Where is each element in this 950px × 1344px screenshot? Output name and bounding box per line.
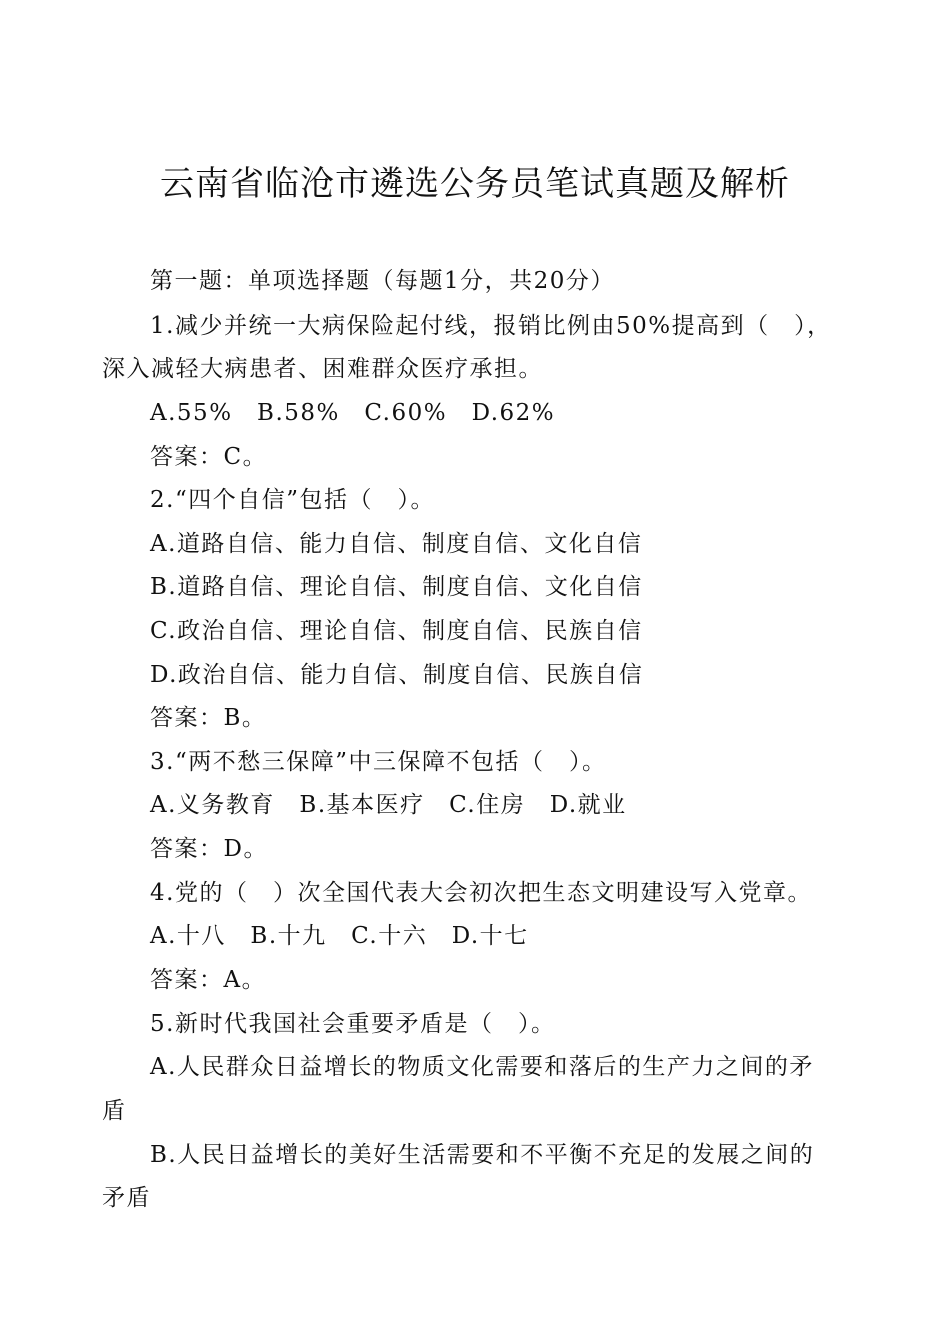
q5-option-a-line2: 盾 (102, 1098, 127, 1124)
section-heading: 第一题：单项选择题（每题1分，共20分） (150, 268, 615, 294)
q1-options: A.55% B.58% C.60% D.62% (150, 400, 556, 426)
q1-stem-line2: 深入减轻大病患者、困难群众医疗承担。 (102, 356, 543, 382)
q1-answer: 答案：C。 (150, 444, 268, 470)
q2-stem: 2.“四个自信”包括（ ）。 (150, 487, 435, 513)
q2-option-c: C.政治自信、理论自信、制度自信、民族自信 (150, 618, 643, 644)
q3-options: A.义务教育 B.基本医疗 C.住房 D.就业 (150, 792, 627, 818)
q5-stem: 5.新时代我国社会重要矛盾是（ ）。 (150, 1011, 556, 1037)
q4-stem: 4.党的（ ）次全国代表大会初次把生态文明建设写入党章。 (150, 880, 812, 906)
q2-option-d: D.政治自信、能力自信、制度自信、民族自信 (150, 662, 644, 688)
q5-option-a-line1: A.人民群众日益增长的物质文化需要和落后的生产力之间的矛 (150, 1054, 814, 1080)
q5-option-b-line1: B.人民日益增长的美好生活需要和不平衡不充足的发展之间的 (150, 1142, 815, 1168)
q2-answer: 答案：B。 (150, 705, 267, 731)
document-title: 云南省临沧市遴选公务员笔试真题及解析 (160, 164, 790, 204)
q2-option-a: A.道路自信、能力自信、制度自信、文化自信 (150, 531, 643, 557)
q4-answer: 答案：A。 (150, 967, 267, 993)
q2-option-b: B.道路自信、理论自信、制度自信、文化自信 (150, 574, 643, 600)
q1-stem-line1: 1.减少并统一大病保险起付线，报销比例由50%提高到（ ）， (150, 313, 832, 339)
q3-answer: 答案：D。 (150, 836, 268, 862)
q4-options: A.十八 B.十九 C.十六 D.十七 (150, 923, 529, 949)
q5-option-b-line2: 矛盾 (102, 1185, 151, 1211)
q3-stem: 3.“两不愁三保障”中三保障不包括（ ）。 (150, 749, 607, 775)
